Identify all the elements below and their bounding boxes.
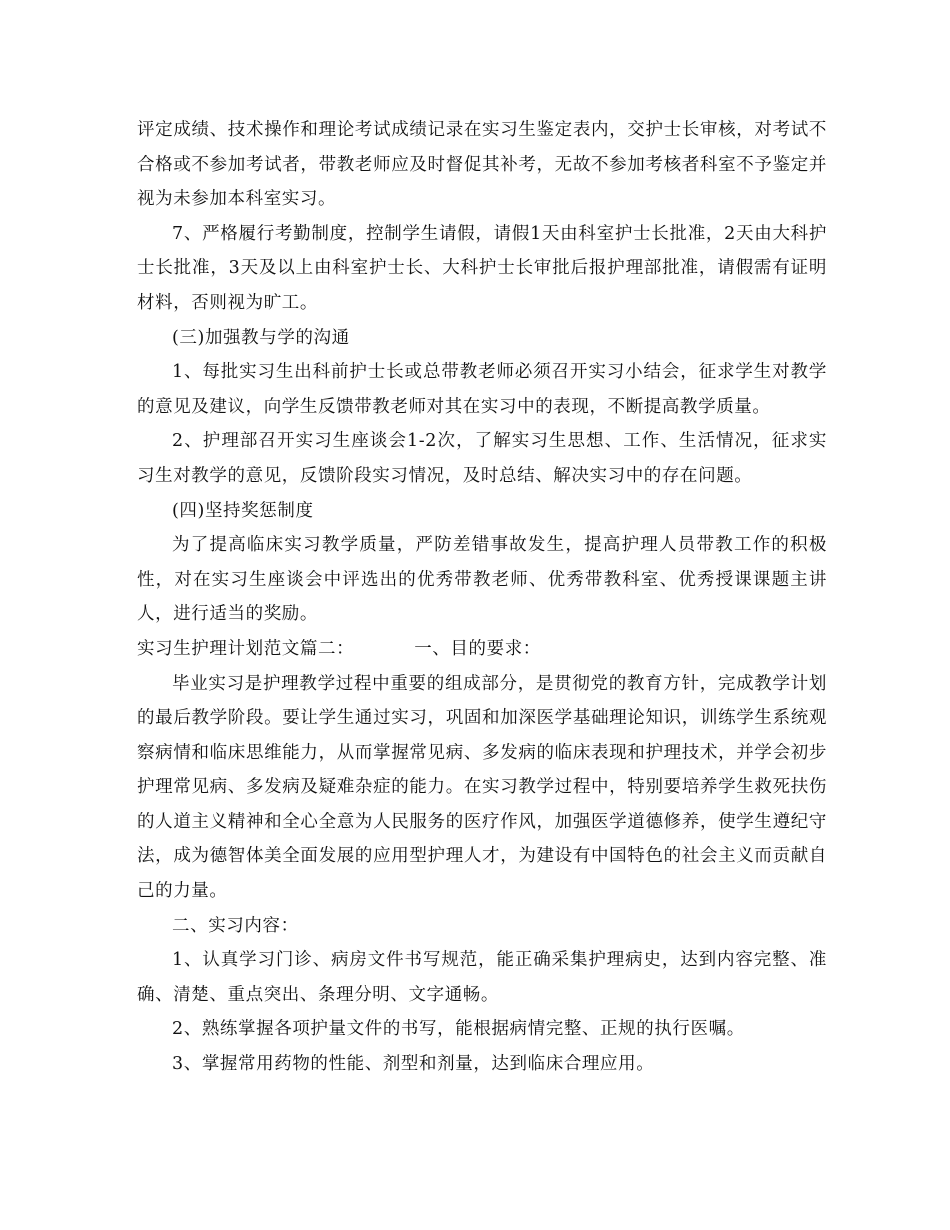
paragraph-attendance-rule: 7、严格履行考勤制度，控制学生请假，请假1天由科室护士长批准，2天由大科护士长批准，3天及以上由科室护士长、大科护士长审批后报护理部批准，请假需有证明材料，否则视为旷工。 <box>137 223 827 313</box>
section-title: 实习生护理计划范文篇二： <box>137 638 355 659</box>
paragraph-internship-purpose: 毕业实习是护理教学过程中重要的组成部分，是贯彻党的教育方针，完成教学计划的最后教学阶段。要让学生通过实习，巩固和加深医学基础理论知识，训练学生系统观察病情和临床思维能力，从而掌握常见病、多发病的临床表现和护理技术，并学会初步护理常见病、多发病及疑难杂症的能力。在实习教学过程中，特别要培养学生救死扶伤的人道主义精神和全心全意为人民服务的医疗作风，加强医学道德修养，使学生遵纪守法，成为德智体美全面发展的应用型护理人才，为建设有中国特色的社会主义而贡献自己的力量。 <box>137 673 827 902</box>
paragraph-1: 评定成绩、技术操作和理论考试成绩记录在实习生鉴定表内，交护士长审核，对考试不合格或不参加考试者，带教老师应及时督促其补考，无故不参加考核者科室不予鉴定并视为未参加本科室实习。 <box>137 120 827 210</box>
paragraph-summary-meeting: 1、每批实习生出科前护士长或总带教老师必须召开实习小结会，征求学生对教学的意见及建议，向学生反馈带教老师对其在实习中的表现，不断提高教学质量。 <box>137 362 827 417</box>
paragraph-rewards: 为了提高临床实习教学质量，严防差错事故发生，提高护理人员带教工作的积极性，对在实习生座谈会中评选出的优秀带教老师、优秀带教科室、优秀授课课题主讲人，进行适当的奖励。 <box>137 535 827 625</box>
section-subtitle: 一、目的要求： <box>414 638 541 659</box>
document-body <box>137 113 827 1082</box>
list-item-3: 3、掌握常用药物的性能、剂型和剂量，达到临床合理应用。 <box>172 1054 655 1075</box>
subheading-rewards: (四)坚持奖惩制度 <box>172 500 314 521</box>
list-item-2: 2、熟练掌握各项护量文件的书写，能根据病情完整、正规的执行医嘱。 <box>172 1019 745 1040</box>
subheading-internship-content: 二、实习内容： <box>172 915 299 936</box>
subheading-communication: (三)加强教与学的沟通 <box>172 327 350 348</box>
paragraph-symposium: 2、护理部召开实习生座谈会1-2次，了解实习生思想、工作、生活情况，征求实习生对教学的意见，反馈阶段实习情况，及时总结、解决实习中的存在问题。 <box>137 431 827 486</box>
list-item-1: 1、认真学习门诊、病房文件书写规范，能正确采集护理病史，达到内容完整、准确、清楚、重点突出、条理分明、文字通畅。 <box>137 950 827 1005</box>
section-heading <box>137 632 827 667</box>
